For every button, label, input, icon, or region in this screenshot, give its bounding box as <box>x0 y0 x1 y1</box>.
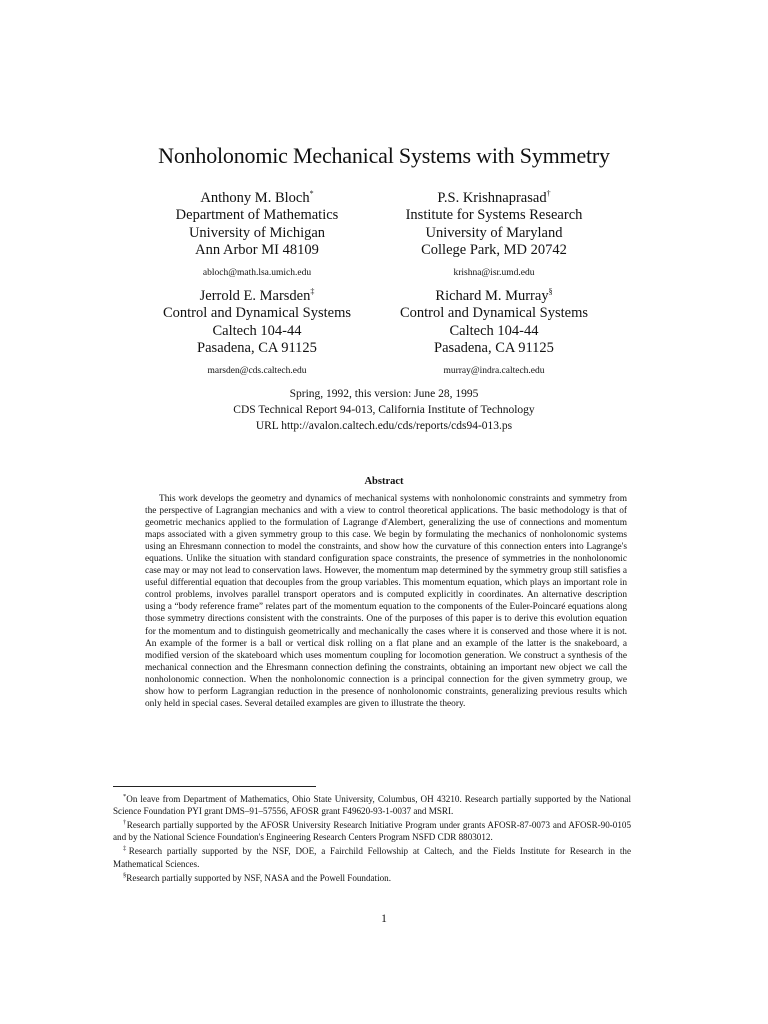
footnote-mark: † <box>123 819 127 827</box>
footnote-item: ‡Research partially supported by the NSF, DOE, a Fairchild Fellowship at Caltech, and the Fields Institute for Research in the Mathematical Sciences. <box>113 845 632 869</box>
author-affiliation: Institute for Systems Research <box>405 207 583 224</box>
footnote-item: *On leave from Department of Mathematics, Ohio State University, Columbus, OH 43210. Research partially supported by the National Science Foundation PYI grant DMS–91–57556, AFOSR grant F49620-93-1-0037 and MSRI. <box>113 793 631 817</box>
author-name: Anthony M. Bloch* <box>200 189 314 206</box>
abstract-body: This work develops the geometry and dynamics of mechanical systems with nonholonomic constraints and symmetry from the perspective of Lagrangian mechanics and with a view to control theoretical applications. The basic methodology is that of geometric mechanics applied to the formulation of Lagrange d'Alembert, generalizing the use of connections and momentum maps associated with a given symmetry group to this case. We begin by formulating the mechanics of nonholonomic systems using an Ehresmann connection to model the constraints, and show how the curvature of this connection enters into Lagrange's equations. Unlike the situation with standard configuration space constraints, the presence of symmetries in the nonholonomic case may or may not lead to conservation laws. However, the momentum map determined by the symmetry group still satisfies a useful differential equation that decouples from the group variables. This momentum equation, which plays an important role in control problems, involves parallel transport operators and is computed explicitly in coordinates. An alternative description using a “body reference frame” relates part of the momentum equation to the components of the Euler-Poincaré equations along those symmetry directions consistent with the constraints. One of the purposes of this paper is to derive this evolution equation for the momentum and to distinguish geometrically and mechanically the cases where it is conserved and those where it is not. An example of the former is a ball or vertical disk rolling on a flat plane and an example of the latter is the snakeboard, a modified version of the skateboard which uses momentum coupling for locomotion generation. We construct a synthesis of the mechanical connection and the Ehresmann connection defining the constraints, obtaining an important new object we call the nonholonomic connection. When the nonholonomic connection is a principal connection for the given symmetry group, we show how to perform Lagrangian reduction in the presence of nonholonomic constraints, generalizing previous results which only held in special cases. Several detailed examples are given to illustrate the theory. <box>145 494 627 709</box>
footnote-mark: ‡ <box>123 845 129 853</box>
author-institution: Caltech 104-44 <box>212 322 302 339</box>
author-institution: University of Michigan <box>188 224 326 241</box>
paper-title: Nonholonomic Mechanical Systems with Symmetry <box>158 143 610 168</box>
footnote-mark: * <box>123 793 127 800</box>
footnote-mark: * <box>309 189 314 198</box>
author-institution: University of Maryland <box>425 224 563 241</box>
author-email: krishna@isr.umd.edu <box>453 267 535 278</box>
author-email: murray@indra.caltech.edu <box>443 365 545 376</box>
author-block-marsden <box>127 283 387 377</box>
author-block-murray <box>364 283 624 377</box>
page-number: 1 <box>381 913 387 925</box>
author-address: Pasadena, CA 91125 <box>197 340 317 357</box>
author-institution: Caltech 104-44 <box>449 322 539 339</box>
report-info <box>0 386 768 434</box>
author-address: College Park, MD 20742 <box>421 242 567 259</box>
author-name: Richard M. Murray§ <box>435 287 553 304</box>
author-affiliation: Control and Dynamical Systems <box>162 305 352 322</box>
footnote-mark: ‡ <box>310 287 315 296</box>
report-line: CDS Technical Report 94-013, California Institute of Technology <box>233 404 535 416</box>
author-name: Jerrold E. Marsden‡ <box>199 287 315 304</box>
footnote-mark: § <box>123 871 127 879</box>
author-email: marsden@cds.caltech.edu <box>207 365 307 376</box>
abstract-heading: Abstract <box>364 476 404 487</box>
url-line: URL http://avalon.caltech.edu/cds/reports/cds94-013.ps <box>255 420 513 432</box>
date-line: Spring, 1992, this version: June 28, 1995 <box>289 388 479 400</box>
author-name: P.S. Krishnaprasad† <box>437 189 551 206</box>
author-address: Ann Arbor MI 48109 <box>195 242 319 259</box>
author-affiliation: Control and Dynamical Systems <box>399 305 589 322</box>
author-block-bloch <box>127 185 387 279</box>
author-block-krishnaprasad <box>364 185 624 279</box>
author-email: abloch@math.lsa.umich.edu <box>202 267 312 278</box>
footnote-mark: § <box>548 287 553 296</box>
author-affiliation: Department of Mathematics <box>175 207 339 224</box>
footnote-divider <box>113 786 316 787</box>
footnotes <box>113 791 631 884</box>
footnote-item: †Research partially supported by the AFOSR University Research Initiative Program under grants AFOSR-87-0073 and AFOSR-90-0105 and by the National Science Foundation's Engineering Research Centers Program NSFD CDR 8803012. <box>113 819 631 843</box>
footnote-mark: † <box>546 189 551 198</box>
footnote-item: §Research partially supported by NSF, NASA and the Powell Foundation. <box>123 871 391 883</box>
author-address: Pasadena, CA 91125 <box>434 340 554 357</box>
